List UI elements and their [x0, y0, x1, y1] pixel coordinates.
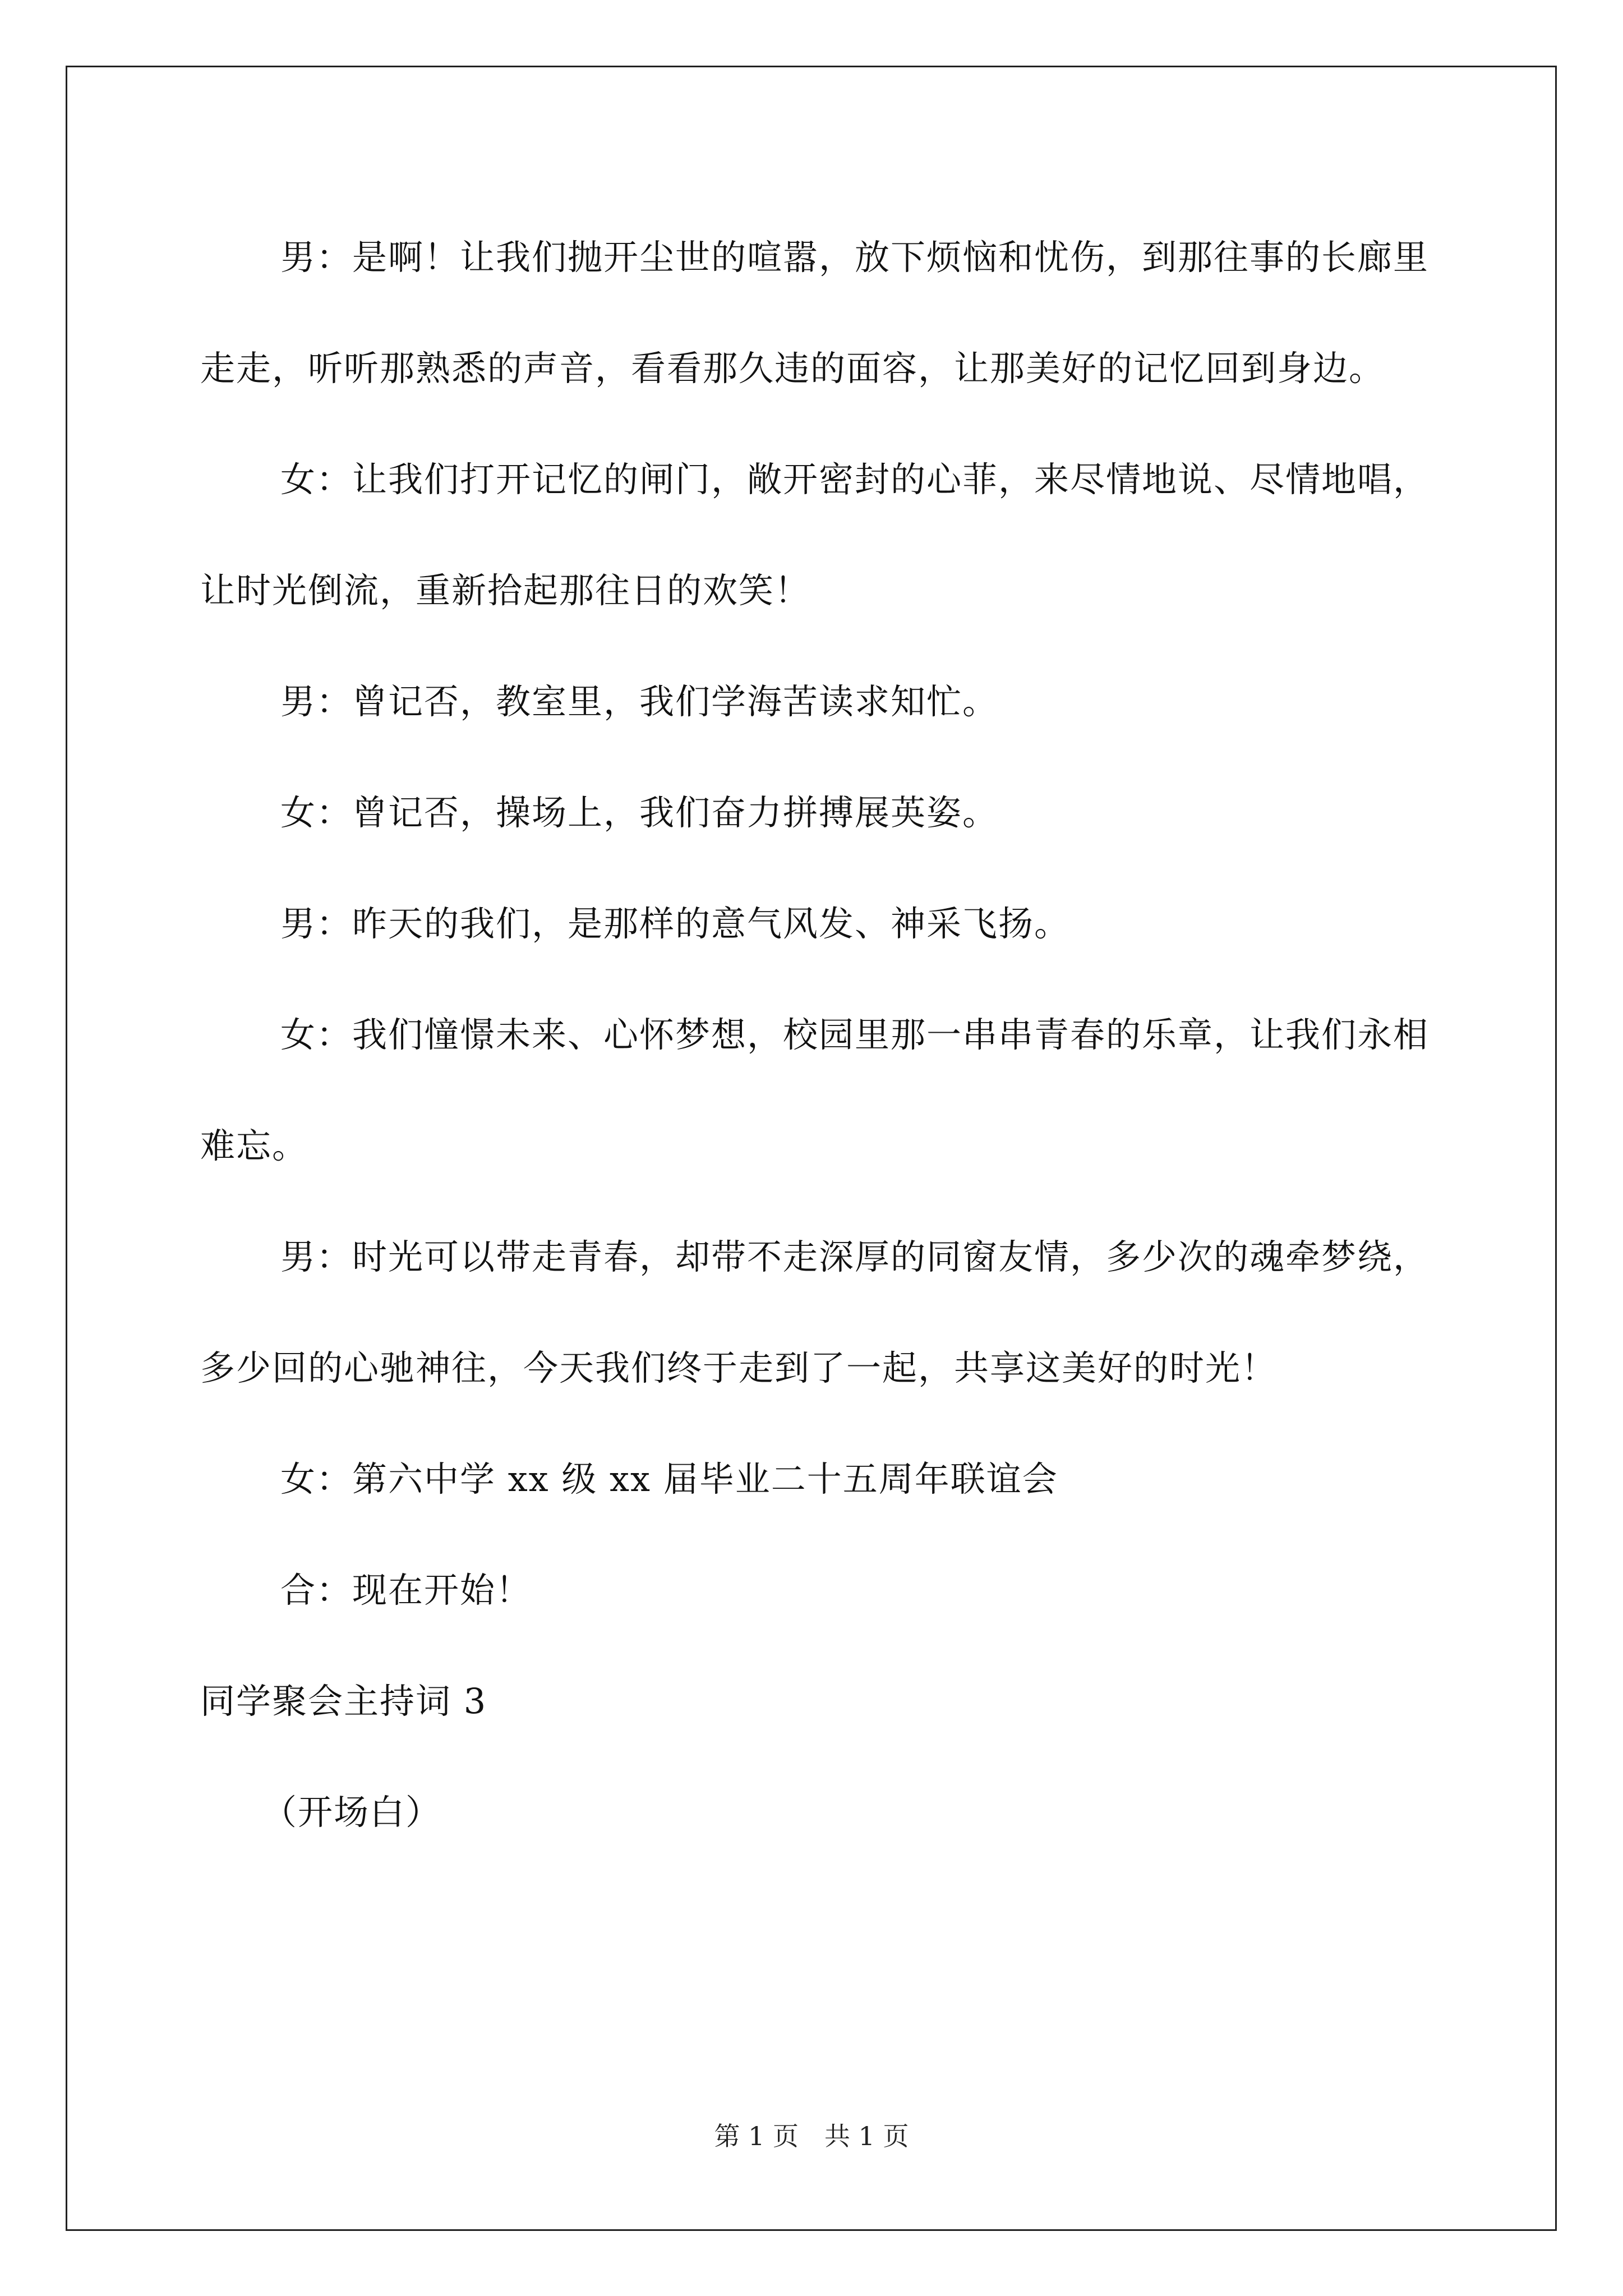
- paragraph-male-3: 男：昨天的我们，是那样的意气风发、神采飞扬。: [280, 903, 1071, 944]
- paragraph-male-2: 男：曾记否，教室里，我们学海苦读求知忙。: [280, 681, 999, 722]
- paragraph-together: 合：现在开始！: [280, 1570, 532, 1611]
- paragraph-female-2: 女：曾记否，操场上，我们奋力拼搏展英姿。: [280, 792, 999, 833]
- document-body: [200, 202, 1434, 1868]
- section-title: 同学聚会主持词 3: [200, 1681, 487, 1722]
- page-footer: 第 1 页 共 1 页: [714, 2121, 909, 2151]
- paragraph-female-1: 女：让我们打开记忆的闸门，敞开密封的心菲，来尽情地说、尽情地唱，让时光倒流，重新拾起那往日的欢笑！: [200, 459, 1430, 611]
- paragraph-female-3: 女：我们憧憬未来、心怀梦想，校园里那一串串青春的乐章，让我们永相难忘。: [200, 1014, 1430, 1166]
- section-subheading: （开场白）: [262, 1792, 442, 1833]
- paragraph-female-4: 女：第六中学 xx 级 xx 届毕业二十五周年联谊会: [280, 1458, 1058, 1499]
- paragraph-male-4: 男：时光可以带走青春，却带不走深厚的同窗友情，多少次的魂牵梦绕，多少回的心驰神往，今天我们终于走到了一起，共享这美好的时光！: [200, 1236, 1430, 1388]
- paragraph-male-1: 男：是啊！让我们抛开尘世的喧嚣，放下烦恼和忧伤，到那往事的长廊里走走，听听那熟悉的声音，看看那久违的面容，让那美好的记忆回到身边。: [200, 237, 1430, 389]
